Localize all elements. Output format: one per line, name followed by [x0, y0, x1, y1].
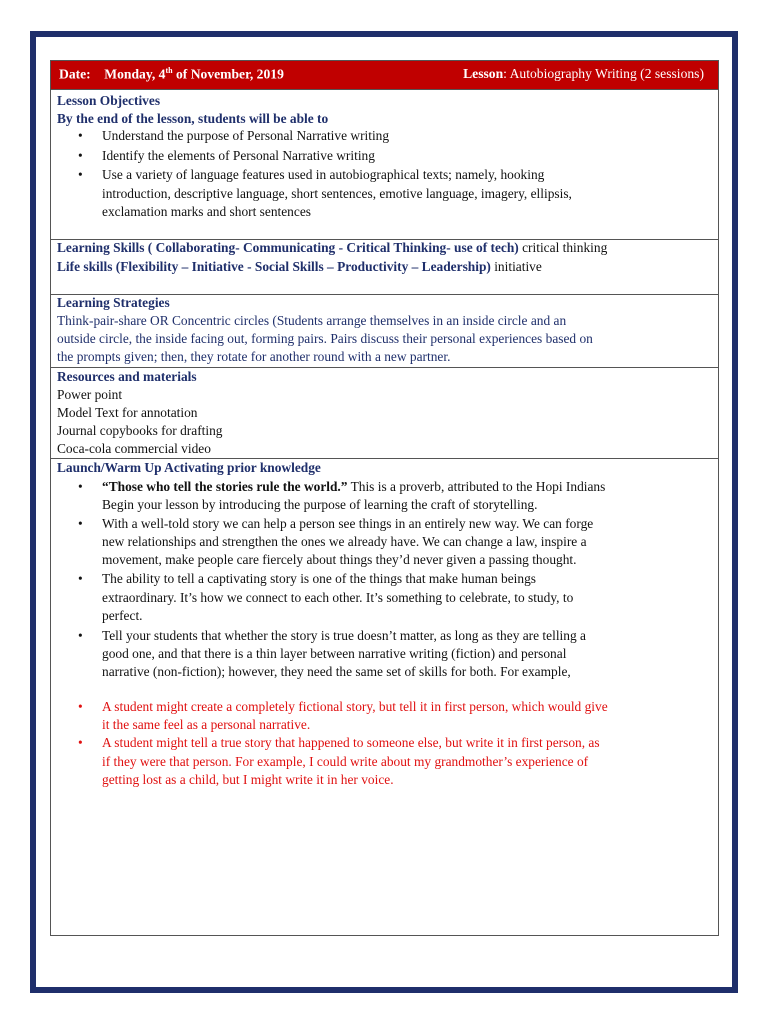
objectives-intro: By the end of the lesson, students will be able to — [57, 111, 329, 126]
launch-bullet-cont: good one, and that there is a thin layer between narrative writing (fiction) and personal — [102, 646, 567, 661]
strategies-section — [51, 295, 718, 368]
strategies-text: outside circle, the inside facing out, forming pairs. Pairs discuss their personal experiences based on — [57, 331, 593, 346]
lesson-value: : Autobiography Writing (2 sessions) — [503, 66, 704, 81]
bullet-icon: • — [78, 699, 83, 714]
example-bullet-cont: getting lost as a child, but I might write it in her voice. — [102, 772, 394, 787]
launch-bullet: With a well-told story we can help a person see things in an entirely new way. We can forge — [102, 516, 594, 531]
example-bullet-cont: if they were that person. For example, I could write about my grandmother’s experience of — [102, 754, 589, 769]
bullet-icon: • — [78, 167, 83, 182]
example-bullet-cont: it the same feel as a personal narrative. — [102, 717, 311, 732]
objective-item-cont: introduction, descriptive language, short sentences, emotive language, imagery, ellipsis, — [102, 186, 572, 201]
date-suffix: th — [165, 66, 173, 75]
example-bullet: A student might create a completely fictional story, but tell it in first person, which would give — [102, 699, 608, 714]
launch-bullet: The ability to tell a captivating story is one of the things that make human beings — [102, 571, 536, 586]
strategies-title: Learning Strategies — [57, 295, 170, 310]
objective-item: Understand the purpose of Personal Narrative writing — [102, 128, 390, 143]
launch-bullet-cont: new relationships and strengthen the ones we already have. We can change a law, inspire a — [102, 534, 587, 549]
learning-skills-line — [57, 240, 607, 256]
learning-skills-value: critical thinking — [518, 240, 608, 255]
resource-item: Power point — [57, 387, 123, 402]
objective-item: Use a variety of language features used in autobiographical texts; namely, hooking — [102, 167, 545, 182]
resource-item: Journal copybooks for drafting — [57, 423, 223, 438]
launch-bullet-cont: narrative (non-fiction); however, they need the same set of skills for both. For example, — [102, 664, 571, 679]
objective-item: Identify the elements of Personal Narrative writing — [102, 148, 375, 163]
lesson-label: Lesson — [463, 66, 504, 81]
proverb-quote: “Those who tell the stories rule the world.” — [102, 479, 348, 494]
example-bullet: A student might tell a true story that happened to someone else, but write it in first person, as — [102, 735, 600, 750]
skills-section — [51, 240, 718, 295]
launch-title: Launch/Warm Up Activating prior knowledge — [57, 460, 321, 475]
strategies-text: Think-pair-share OR Concentric circles (Students arrange themselves in an inside circle and an — [57, 313, 567, 328]
lesson-plan-table — [50, 60, 719, 936]
bullet-icon: • — [78, 128, 83, 143]
resource-item: Coca-cola commercial video — [57, 441, 211, 456]
date-field — [59, 66, 284, 83]
launch-bullet-cont: perfect. — [102, 608, 143, 623]
bullet-icon: • — [78, 571, 83, 586]
header-row — [51, 61, 718, 90]
date-label: Date: — [59, 66, 91, 82]
lesson-field — [463, 66, 704, 82]
learning-skills-label: Learning Skills ( Collaborating- Communicating - Critical Thinking- use of tech) — [57, 240, 519, 255]
launch-bullet — [102, 479, 605, 495]
life-skills-label: Life skills (Flexibility – Initiative - Social Skills – Productivity – Leadership) — [57, 259, 491, 274]
bullet-icon: • — [78, 516, 83, 531]
resource-item: Model Text for annotation — [57, 405, 198, 420]
life-skills-value: initiative — [490, 259, 542, 274]
resources-section — [51, 368, 718, 459]
objectives-title: Lesson Objectives — [57, 93, 161, 108]
date-value: Monday, 4 — [104, 66, 166, 82]
proverb-rest: This is a proverb, attributed to the Hopi Indians — [347, 479, 606, 494]
launch-bullet: Tell your students that whether the story is true doesn’t matter, as long as they are telling a — [102, 628, 586, 643]
launch-bullet-cont: extraordinary. It’s how we connect to each other. It’s something to celebrate, to study, to — [102, 590, 574, 605]
resources-title: Resources and materials — [57, 369, 197, 384]
bullet-icon: • — [78, 148, 83, 163]
life-skills-line — [57, 259, 542, 275]
launch-bullet-cont: movement, make people care fiercely about things they’d never given a passing thought. — [102, 552, 577, 567]
bullet-icon: • — [78, 479, 83, 494]
bullet-icon: • — [78, 628, 83, 643]
strategies-text: the prompts given; then, they rotate for another round with a new partner. — [57, 349, 451, 364]
bullet-icon: • — [78, 735, 83, 750]
objectives-section — [51, 90, 718, 240]
objective-item-cont: exclamation marks and short sentences — [102, 204, 311, 219]
date-value-rest: of November, 2019 — [172, 66, 284, 82]
launch-section — [51, 459, 718, 935]
launch-bullet-cont: Begin your lesson by introducing the purpose of learning the craft of storytelling. — [102, 497, 538, 512]
